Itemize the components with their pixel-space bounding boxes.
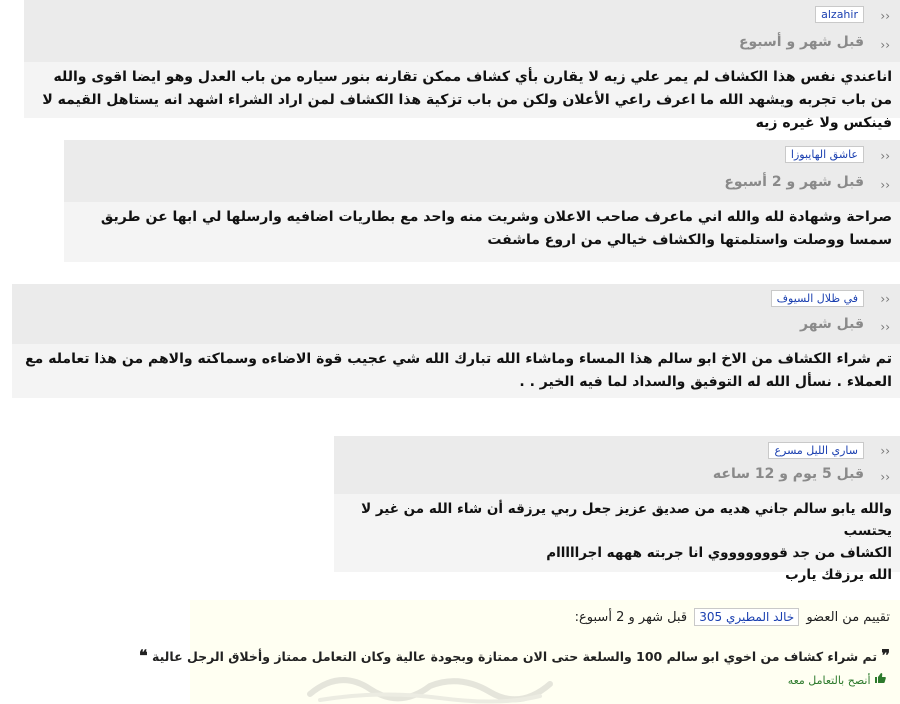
comment-line: الله يرزقك يارب [785,567,892,583]
comment-time: قبل شهر و أسبوع [738,34,864,50]
rating-member-link[interactable]: خالد المطيري 305 [694,608,799,626]
username-link[interactable]: في ظلال السيوف [771,290,864,307]
comment-card [334,436,900,583]
rating-prefix: تقييم من العضو [806,610,890,625]
comment-time: قبل شهر [800,316,864,332]
comment-text: اناعندي نفس هذا الكشاف لم يمر علي زيه لا يقارن بأي كشاف ممكن تقارنه بنور سياره من باب العدل وهو ايضا اقوى والله من باب تجربه ويشهد الله ما اعرف راعي الأعلان ولكن من باب تزكية هذا الكشاف لمن اراد الشراء اشهد انه يستاهل القيمه لا فينكس ولا غيره زيه [24,62,900,118]
comment-header [334,436,900,494]
comment-text [334,494,900,583]
comment-header [12,284,900,344]
thumbs-up-icon [871,674,887,687]
double-chevron-icon: ‹‹ [880,320,890,334]
comment-time: قبل 5 يوم و 12 ساعه [712,466,864,482]
site-watermark-logo [300,664,560,704]
rating-quote [139,646,890,665]
rating-suffix: قبل شهر و 2 أسبوع: [574,610,688,625]
double-chevron-icon: ‹‹ [880,9,890,23]
double-chevron-icon: ‹‹ [880,38,890,52]
comment-time: قبل شهر و 2 أسبوع [724,174,864,190]
comment-text: تم شراء الكشاف من الاخ ابو سالم هذا المساء وماشاء الله تبارك الله شي عجيب قوة الاضاءه وسماكته والاهم من هذا تعامله مع العملاء . نسأل الله له التوفيق والسداد لما فيه الخير . . [12,344,900,398]
comment-line: والله يابو سالم جاني هديه من صديق عزيز جعل ربي يرزقه أن شاء الله من غير لا يحتسب [361,501,892,539]
rating-header [575,608,890,626]
username-link[interactable]: alzahir [815,6,864,23]
comment-line: الكشاف من جد قوووووووي انا جربته هههه اجرااااام [546,545,892,561]
double-chevron-icon: ‹‹ [880,444,890,458]
username-link[interactable]: ساري الليل مسرع [768,442,864,459]
double-chevron-icon: ‹‹ [880,470,890,484]
double-chevron-icon: ‹‹ [880,149,890,163]
rating-advice [788,672,886,687]
comment-card [64,140,900,262]
comment-header [64,140,900,202]
comment-header [24,0,900,62]
quote-open-icon: ❞ [881,646,890,665]
rating-quote-text: تم شراء كشاف من اخوي ابو سالم 100 والسلعة حتى الان ممتازة وبجودة عالية وكان التعامل ممتاز وأخلاق الرجل عالية [152,649,878,664]
double-chevron-icon: ‹‹ [880,292,890,306]
comment-card [12,284,900,398]
double-chevron-icon: ‹‹ [880,178,890,192]
advice-text: أنصح بالتعامل معه [787,674,871,687]
comment-text: صراحة وشهادة لله والله اني ماعرف صاحب الاعلان وشريت منه واحد مع بطاريات اضافيه وارسلها لي ابها عن طريق سمسا ووصلت واستلمتها والكشاف خيالي من اروع ماشفت [64,202,900,262]
username-link[interactable]: عاشق الهايبوزا [785,146,864,163]
comment-card [24,0,900,131]
quote-close-icon: ❝ [139,646,148,665]
